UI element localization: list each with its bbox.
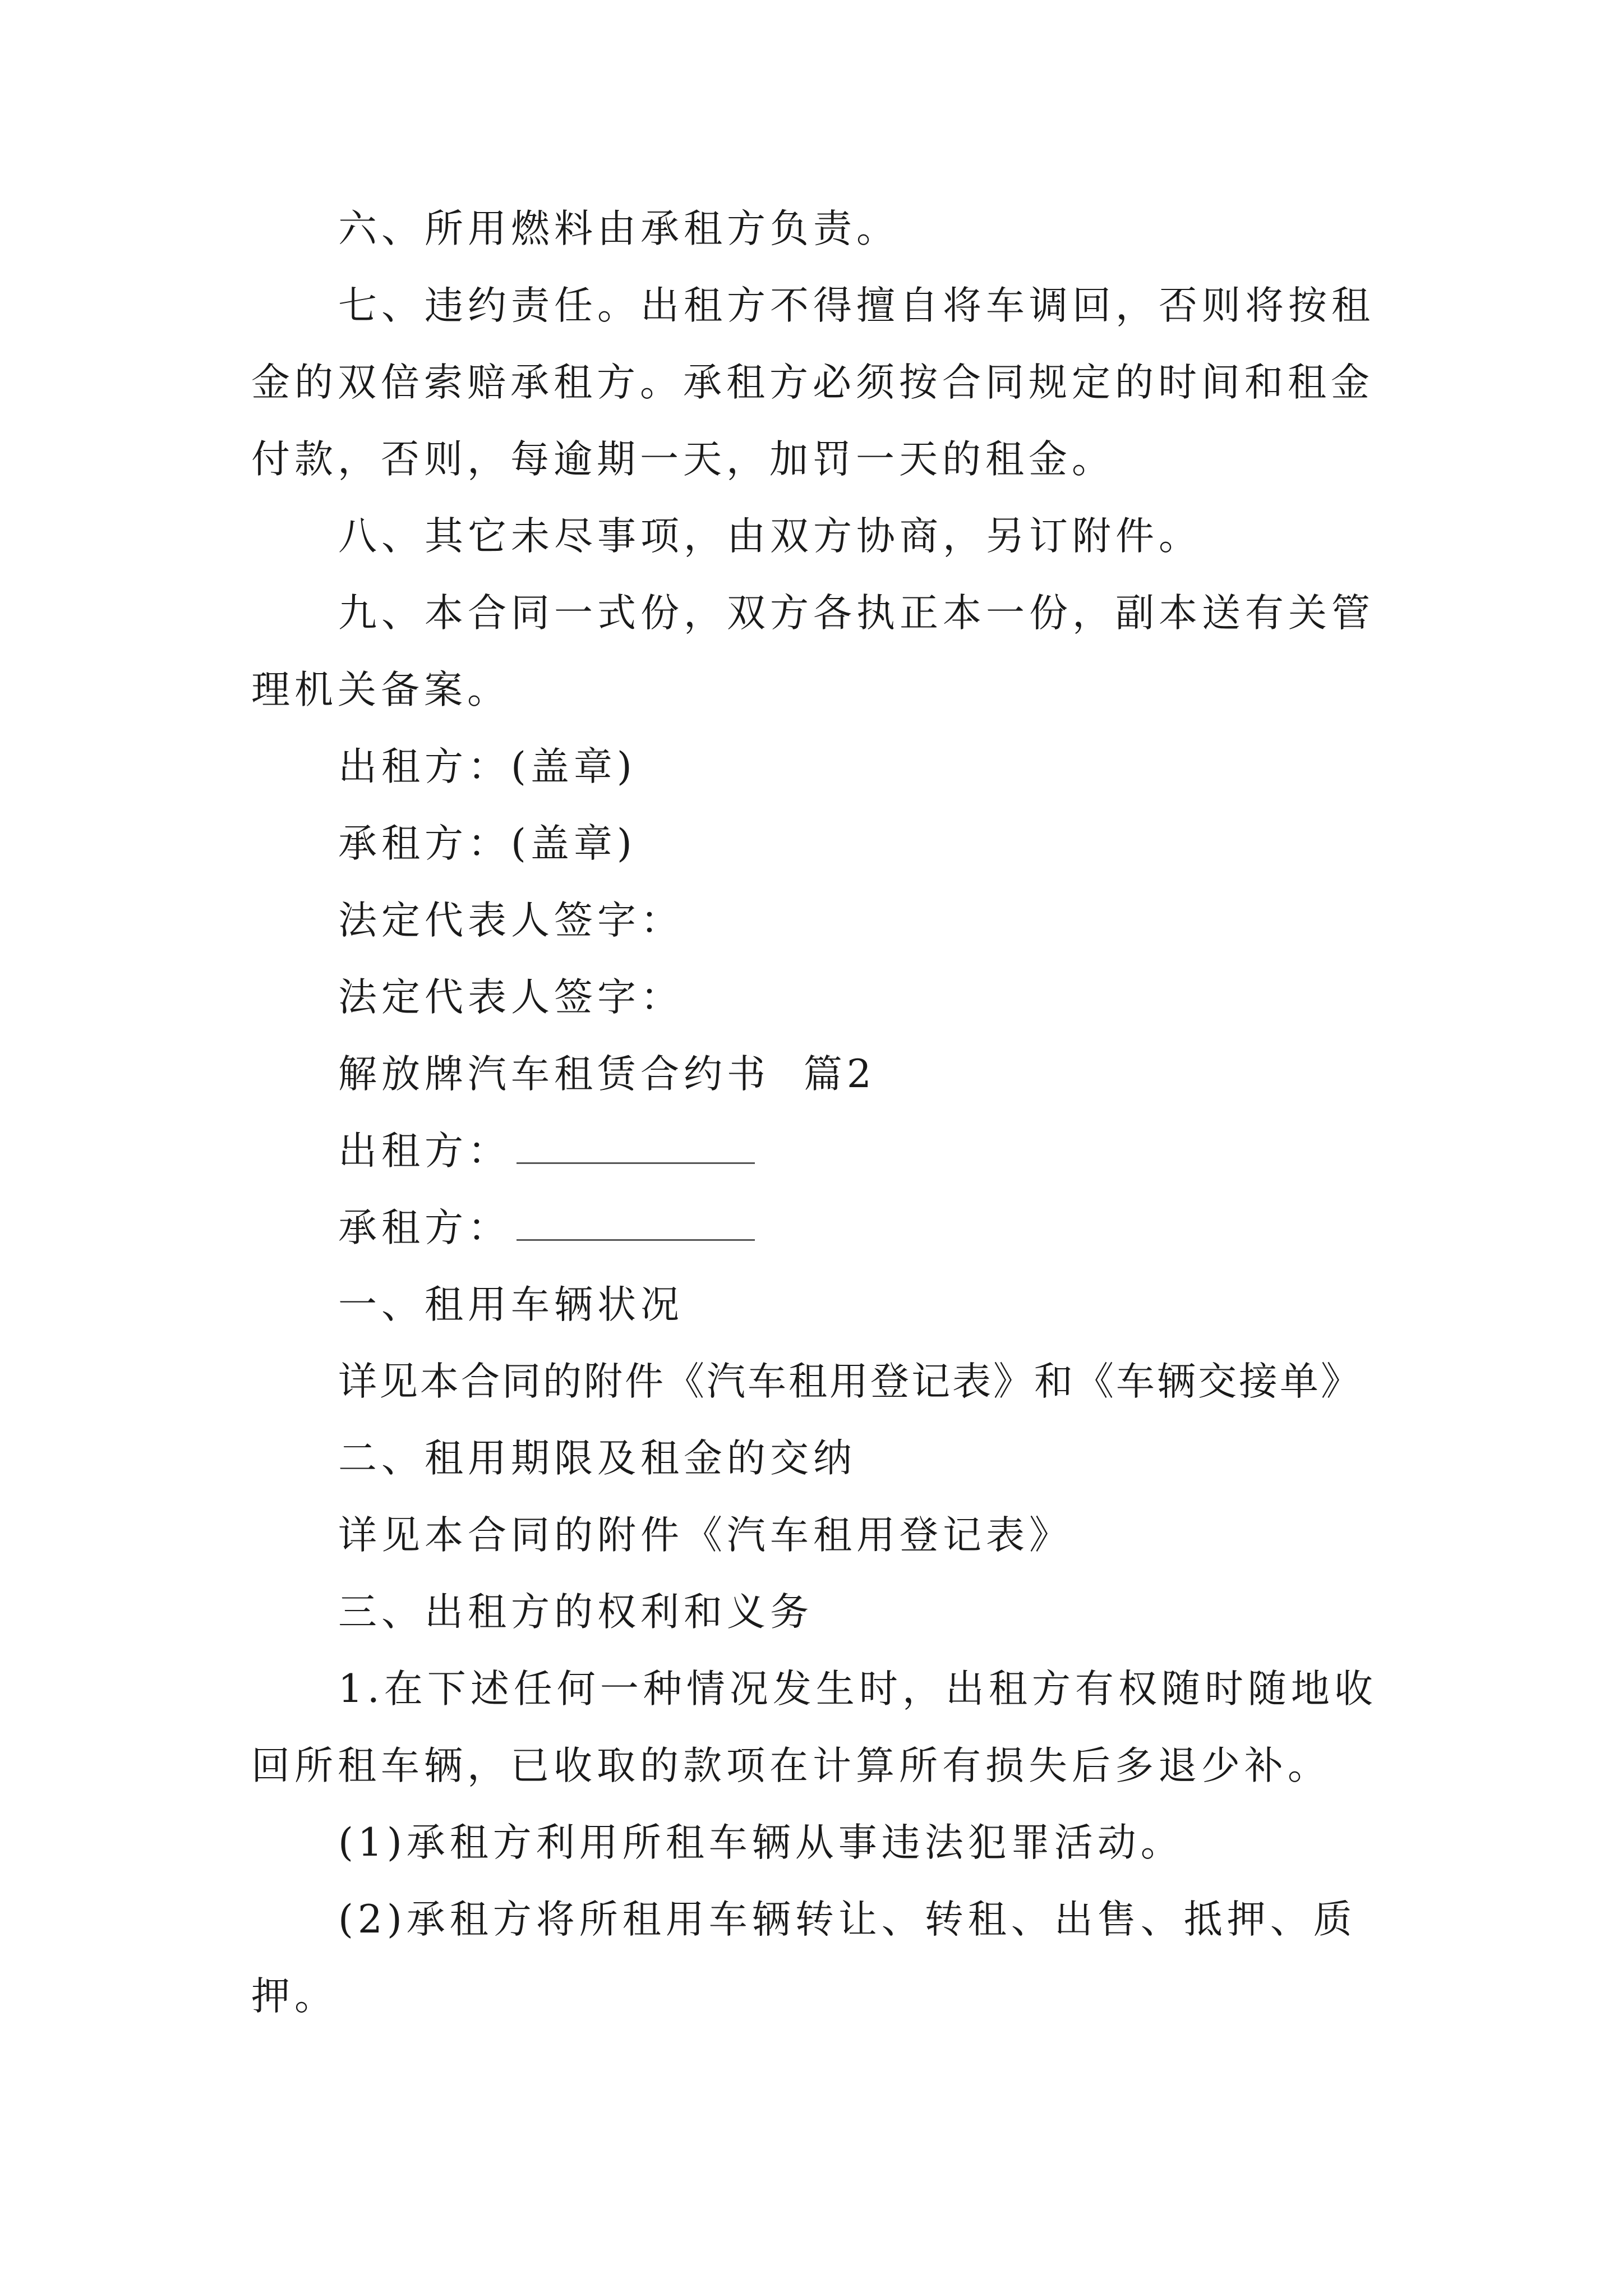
clause-six: 六、所用燃料由承租方负责。 (338, 206, 900, 251)
clause-text-term: 详见本合同的附件《汽车租用登记表》 (338, 1513, 1072, 1558)
lessee-label: 承租方： (338, 1205, 511, 1250)
lessee-representative-signature: 法定代表人签字： (338, 975, 684, 1020)
item-one: 1.在下述任何一种情况发生时，出租方有权随时随地收回所租车辆，已收取的款项在计算所有损失后多退少补。 (251, 1667, 1377, 1788)
lessor-line (251, 1113, 1390, 1190)
document-page (251, 191, 1390, 2035)
lessor-label: 出租方： (338, 1129, 511, 1174)
item-one-sub-one: (1)承租方利用所租车辆从事违法犯罪活动。 (338, 1820, 1184, 1865)
clause-heading-vehicle: 一、租用车辆状况 (338, 1282, 684, 1327)
lessee-blank-field (517, 1200, 755, 1241)
clause-seven: 七、违约责任。出租方不得擅自将车调回，否则将按租金的双倍索赔承租方。承租方必须按合同规定的时间和租金付款，否则，每逾期一天，加罚一天的租金。 (251, 283, 1375, 482)
lessee-line (251, 1190, 1390, 1267)
lessor-blank-field (517, 1123, 755, 1164)
lessor-representative-signature: 法定代表人签字： (338, 898, 684, 943)
clause-heading-term: 二、租用期限及租金的交纳 (338, 1436, 856, 1481)
lessor-seal: 出租方：(盖章) (338, 744, 637, 789)
section-title: 解放牌汽车租赁合约书 篇2 (338, 1052, 876, 1097)
clause-eight: 八、其它未尽事项，由双方协商，另订附件。 (338, 514, 1202, 559)
clause-nine: 九、本合同一式份，双方各执正本一份，副本送有关管理机关备案。 (251, 591, 1375, 712)
clause-heading-rights: 三、出租方的权利和义务 (338, 1590, 813, 1635)
item-one-sub-two: (2)承租方将所租用车辆转让、转租、出售、抵押、质押。 (251, 1897, 1357, 2019)
lessee-seal: 承租方：(盖章) (338, 821, 637, 866)
clause-text-vehicle: 详见本合同的附件《汽车租用登记表》和《车辆交接单》 (338, 1359, 1362, 1404)
